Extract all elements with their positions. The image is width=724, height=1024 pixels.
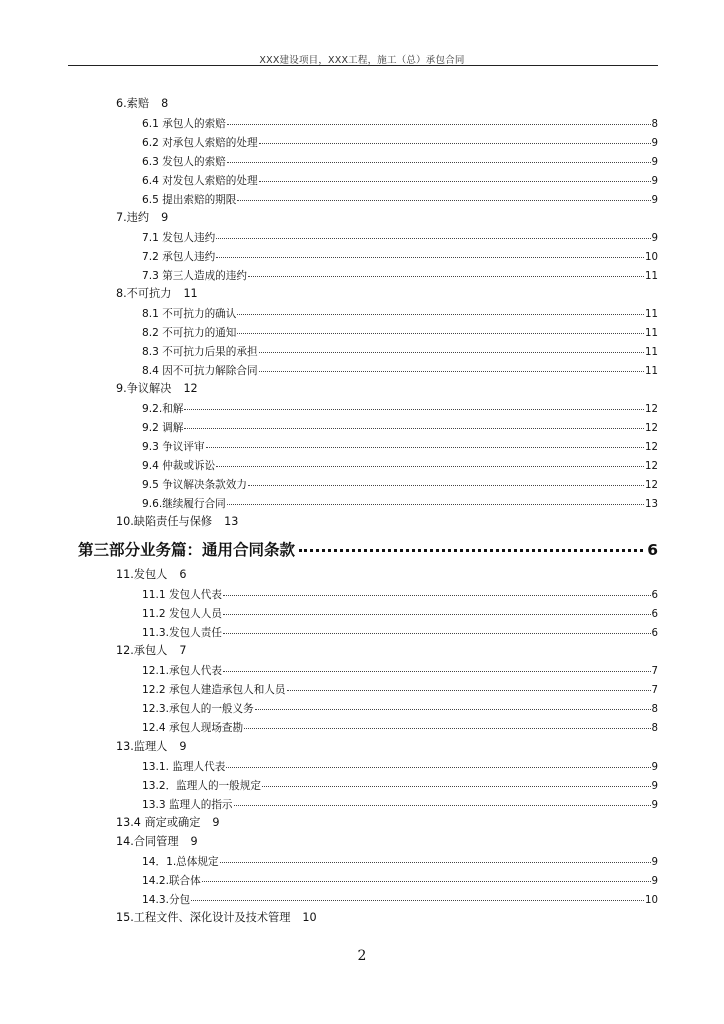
toc-entry-page: 11 (645, 271, 658, 283)
toc-entry (0, 111, 724, 130)
toc-section-label: 7.违约 (116, 211, 150, 225)
toc-entry (0, 887, 724, 906)
toc-entry-page: 8 (651, 704, 658, 716)
dot-leader (237, 302, 644, 315)
dot-leader (262, 774, 651, 787)
toc-entry-page: 9 (651, 233, 658, 245)
toc-entry-label: 14.2.联合体 (142, 874, 201, 887)
toc-entry-label: 6.5 提出索赔的期限 (142, 194, 237, 207)
toc-entry (0, 754, 724, 773)
toc-section-label: 12.承包人 (116, 644, 168, 658)
dot-leader (227, 492, 644, 505)
toc-entry-link[interactable] (142, 795, 658, 812)
toc-entry-link[interactable] (142, 718, 658, 735)
toc-entry-page: 8 (651, 723, 658, 735)
dot-leader (223, 621, 651, 634)
toc-entry (0, 358, 724, 377)
toc-entry-page: 9 (651, 138, 658, 150)
toc-section-text[interactable] (116, 95, 168, 111)
toc-entry (0, 244, 724, 263)
toc-section-label: 14.合同管理 (116, 834, 179, 848)
toc-entry (0, 434, 724, 453)
toc-entry-label: 11.1 发包人代表 (142, 589, 222, 602)
table-of-contents (0, 92, 724, 925)
toc-entry-link[interactable] (142, 661, 658, 678)
toc-entry-page: 11 (645, 366, 658, 378)
toc-entry-page: 7 (651, 666, 658, 678)
toc-entry-label: 9.4 仲裁或诉讼 (142, 460, 216, 473)
toc-entry-page: 6 (651, 628, 658, 640)
toc-entry (0, 582, 724, 601)
toc-section-text[interactable] (116, 833, 198, 849)
toc-entry-page: 9 (651, 157, 658, 169)
toc-entry (0, 696, 724, 715)
toc-entry-label: 13.3 监理人的指示 (142, 798, 233, 811)
dot-leader (299, 535, 643, 552)
dot-leader (244, 716, 650, 729)
toc-part-label: 第三部分业务篇：通用合同条款 (78, 541, 296, 560)
page-header (0, 0, 724, 66)
dot-leader (227, 150, 651, 163)
dot-leader (255, 697, 651, 710)
toc-section (0, 639, 724, 658)
toc-entry-page: 9 (651, 799, 658, 811)
toc-entry (0, 849, 724, 868)
toc-entry-link[interactable] (142, 247, 658, 264)
toc-section-label: 15.工程文件、深化设计及技术管理 (116, 910, 291, 924)
toc-entry (0, 339, 724, 358)
toc-section (0, 510, 724, 529)
dot-leader (223, 583, 651, 596)
toc-section (0, 906, 724, 925)
toc-entry (0, 715, 724, 734)
dot-leader (248, 473, 644, 486)
toc-entry-link[interactable] (142, 323, 658, 340)
toc-entry-link[interactable] (142, 171, 658, 188)
toc-entry (0, 396, 724, 415)
toc-entry-link[interactable] (142, 494, 658, 511)
toc-entry-link[interactable] (142, 475, 658, 492)
toc-part-heading (0, 529, 724, 563)
toc-entry-link[interactable] (142, 437, 658, 454)
toc-entry (0, 301, 724, 320)
dot-leader (237, 321, 644, 334)
toc-entry-page: 10 (645, 894, 658, 906)
toc-section-text[interactable] (116, 909, 317, 925)
toc-entry-link[interactable] (142, 190, 658, 207)
dot-leader (259, 131, 651, 144)
dot-leader (216, 454, 644, 467)
toc-entry (0, 187, 724, 206)
toc-entry-link[interactable] (142, 266, 658, 283)
toc-entry-label: 13.1. 监理人代表 (142, 760, 226, 773)
dot-leader (226, 755, 650, 768)
toc-entry-label: 7.3 第三人造成的违约 (142, 270, 247, 283)
toc-section-page: 11 (183, 287, 198, 301)
toc-section-text[interactable] (116, 814, 220, 830)
toc-section-label: 8.不可抗力 (116, 287, 172, 301)
dot-leader (287, 678, 651, 691)
toc-section-page: 6 (179, 568, 187, 582)
toc-entry-page: 9 (651, 875, 658, 887)
toc-entry (0, 415, 724, 434)
toc-entry-link[interactable] (142, 361, 658, 378)
toc-entry-link[interactable] (142, 152, 658, 169)
toc-entry-label: 6.1 承包人的索赔 (142, 118, 226, 131)
toc-entry (0, 620, 724, 639)
toc-section (0, 282, 724, 301)
toc-entry-label: 6.3 发包人的索赔 (142, 156, 226, 169)
toc-entry-label: 6.2 对承包人索赔的处理 (142, 137, 258, 150)
toc-entry-label: 11.3.发包人责任 (142, 627, 222, 640)
toc-entry-link[interactable] (142, 871, 658, 888)
toc-entry-page: 9 (651, 780, 658, 792)
toc-section-page: 8 (161, 97, 169, 110)
toc-entry (0, 168, 724, 187)
toc-entry-link[interactable] (142, 680, 658, 697)
toc-entry-page: 12 (645, 461, 658, 473)
toc-section-page: 7 (179, 644, 187, 658)
header-divider (68, 65, 658, 66)
toc-entry-label: 11.2 发包人人员 (142, 608, 222, 621)
toc-entry-page: 11 (645, 309, 658, 321)
toc-entry-link[interactable] (142, 699, 658, 716)
toc-section-label: 10.缺陷责任与保修 (116, 515, 213, 529)
toc-entry-link[interactable] (142, 399, 658, 416)
toc-section-page: 9 (190, 834, 198, 848)
toc-entry (0, 453, 724, 472)
toc-entry-page: 12 (645, 480, 658, 492)
toc-section-page: 10 (302, 910, 317, 924)
toc-entry-link[interactable] (142, 890, 658, 907)
dot-leader (227, 112, 651, 125)
toc-entry-label: 7.1 发包人违约 (142, 232, 216, 245)
toc-section-page: 9 (161, 211, 169, 225)
toc-entry-page: 12 (645, 442, 658, 454)
dot-leader (259, 340, 644, 353)
toc-section (0, 92, 724, 111)
toc-entry-page: 9 (651, 856, 658, 868)
toc-entry-link[interactable] (142, 776, 658, 793)
toc-entry-page: 9 (651, 195, 658, 207)
toc-section-label: 13.4 商定或确定 (116, 815, 201, 829)
dot-leader (248, 264, 644, 277)
toc-section-label: 13.监理人 (116, 739, 168, 753)
toc-entry-page: 11 (645, 347, 658, 359)
toc-section (0, 563, 724, 582)
toc-section-label: 6.索赔 (116, 97, 150, 110)
toc-entry-page: 11 (645, 328, 658, 340)
dot-leader (223, 659, 651, 672)
toc-entry-link[interactable] (142, 418, 658, 435)
dot-leader (216, 245, 644, 258)
toc-section-text[interactable] (116, 380, 198, 396)
toc-entry-label: 12.1.承包人代表 (142, 665, 222, 678)
toc-section-text[interactable] (116, 285, 198, 301)
toc-entry-label: 8.1 不可抗力的确认 (142, 308, 237, 321)
dot-leader (234, 793, 651, 806)
toc-entry-page: 13 (645, 499, 658, 511)
toc-entry (0, 225, 724, 244)
toc-entry-label: 9.2.和解 (142, 403, 184, 416)
toc-entry-label: 9.5 争议解决条款效力 (142, 479, 247, 492)
toc-entry-label: 12.2 承包人建造承包人和人员 (142, 684, 286, 697)
toc-entry (0, 868, 724, 887)
dot-leader (259, 169, 651, 182)
toc-section-text[interactable] (116, 738, 186, 754)
toc-entry-label: 9.2 调解 (142, 422, 184, 435)
dot-leader (259, 359, 644, 372)
header-title: XXX建设项目，XXX工程，施工（总）承包合同 (259, 55, 465, 66)
dot-leader (202, 869, 651, 882)
toc-entry (0, 773, 724, 792)
toc-entry-label: 9.3 争议评审 (142, 441, 205, 454)
toc-section-page: 9 (212, 815, 220, 829)
toc-entry-label: 14.3.分包 (142, 893, 191, 906)
toc-entry-page: 12 (645, 423, 658, 435)
toc-entry-label: 8.2 不可抗力的通知 (142, 327, 237, 340)
toc-section (0, 735, 724, 754)
toc-entry-link[interactable] (142, 228, 658, 245)
toc-section-text[interactable] (116, 209, 168, 225)
toc-entry-label: 6.4 对发包人索赔的处理 (142, 175, 258, 188)
toc-entry-page: 6 (651, 609, 658, 621)
toc-entry-label: 13.2．监理人的一般规定 (142, 779, 261, 792)
toc-section-page: 9 (179, 739, 187, 753)
toc-entry-link[interactable] (142, 585, 658, 602)
toc-entry-link[interactable] (142, 456, 658, 473)
toc-entry-label: 12.3.承包人的一般义务 (142, 703, 254, 716)
toc-entry (0, 263, 724, 282)
toc-entry (0, 658, 724, 677)
toc-entry-link[interactable] (142, 114, 658, 131)
toc-entry (0, 130, 724, 149)
dot-leader (216, 226, 650, 239)
toc-entry (0, 677, 724, 696)
toc-entry-page: 10 (645, 252, 658, 264)
toc-entry-page: 12 (645, 404, 658, 416)
toc-section-label: 11.发包人 (116, 568, 168, 582)
page-number: 2 (357, 948, 367, 964)
toc-entry-label: 7.2 承包人违约 (142, 251, 216, 264)
toc-section (0, 830, 724, 849)
toc-entry-link[interactable] (142, 757, 658, 774)
toc-section-label: 9.争议解决 (116, 382, 172, 396)
toc-entry (0, 792, 724, 811)
toc-entry-page: 6 (651, 590, 658, 602)
toc-entry-page: 9 (651, 176, 658, 188)
dot-leader (237, 188, 650, 201)
toc-entry-label: 12.4 承包人现场查勘 (142, 722, 244, 735)
toc-entry-link[interactable] (142, 304, 658, 321)
toc-entry-link[interactable] (142, 852, 658, 869)
toc-entry (0, 149, 724, 168)
toc-entry-link[interactable] (142, 342, 658, 359)
toc-entry-label: 8.4 因不可抗力解除合同 (142, 365, 258, 378)
dot-leader (184, 416, 644, 429)
toc-entry (0, 472, 724, 491)
dot-leader (184, 397, 644, 410)
toc-entry (0, 601, 724, 620)
dot-leader (206, 435, 644, 448)
dot-leader (191, 888, 644, 901)
dot-leader (223, 602, 651, 615)
toc-entry-link[interactable] (142, 133, 658, 150)
toc-entry-link[interactable] (142, 623, 658, 640)
toc-entry-page: 7 (651, 685, 658, 697)
toc-section-text[interactable] (116, 566, 186, 582)
toc-section-text[interactable] (116, 642, 186, 658)
toc-entry-page: 9 (651, 761, 658, 773)
toc-section-text[interactable] (116, 513, 238, 529)
toc-part-entry[interactable] (78, 538, 658, 560)
toc-section (0, 377, 724, 396)
toc-entry (0, 320, 724, 339)
toc-entry-page: 8 (651, 119, 658, 131)
toc-entry-link[interactable] (142, 604, 658, 621)
toc-section (0, 206, 724, 225)
toc-section-page: 13 (224, 515, 239, 529)
toc-entry-label: 8.3 不可抗力后果的承担 (142, 346, 258, 359)
toc-entry-label: 14．1.总体规定 (142, 855, 219, 868)
toc-section (0, 811, 724, 830)
toc-section-page: 12 (183, 382, 198, 396)
dot-leader (220, 850, 651, 863)
toc-part-page: 6 (647, 541, 658, 560)
toc-entry-label: 9.6.继续履行合同 (142, 498, 226, 511)
toc-entry (0, 491, 724, 510)
